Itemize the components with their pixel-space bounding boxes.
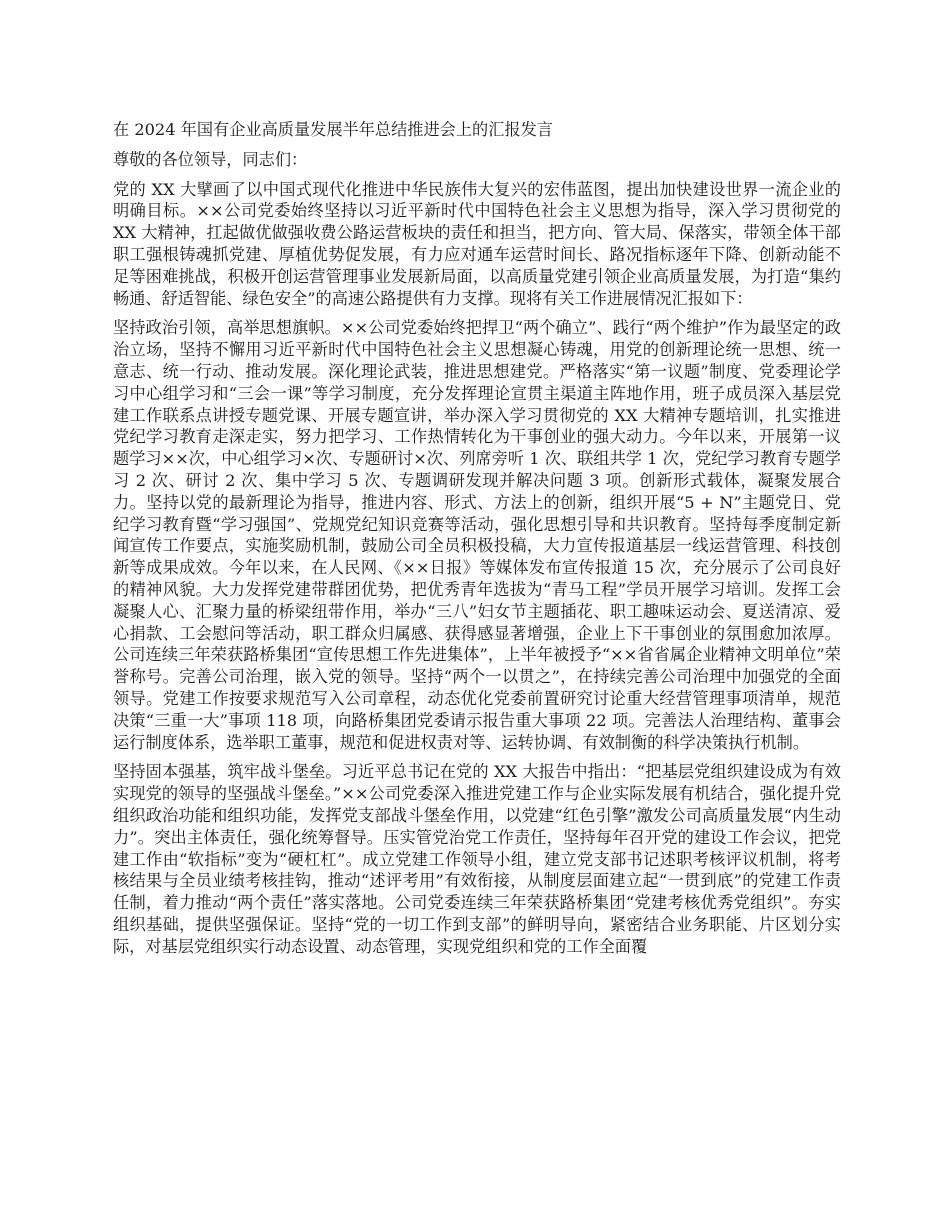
salutation: 尊敬的各位领导，同志们： bbox=[113, 149, 308, 169]
document-page bbox=[113, 119, 841, 965]
paragraph-political-leadership: 坚持政治引领，高举思想旗帜。××公司党委始终把捍卫“两个确立”、践行“两个维护”作为最坚定的政治立场，坚持不懈用习近平新时代中国特色社会主义思想凝心铸魂，用党的创新理论统一思想、统一意志、统一行动、推动发展。深化理论武装，推进思想建党。严格落实“第一议题”制度、党委理论学习中心组学习和“三会一课”等学习制度，充分发挥理论宣贯主渠道主阵地作用，班子成员深入基层党建工作联系点讲授专题党课、开展专题宣讲，举办深入学习贯彻党的 XX 大精神专题培训，扎实推进党纪学习教育走深走实，努力把学习、工作热情转化为干事创业的强大动力。今年以来，开展第一议题学习××次，中心组学习×次、专题研讨×次、列席旁听 1 次、联组共学 1 次，党纪学习教育专题学习 2 次、研讨 2 次、集中学习 5 次、专题调研发现并解决问题 3 项。创新形式载体，凝聚发展合力。坚持以党的最新理论为指导，推进内容、形式、方法上的创新，组织开展“5 + N”主题党日、党纪学习教育暨“学习强国”、党规党纪知识竞赛等活动，强化思想引导和共识教育。坚持每季度制定新闻宣传工作要点，实施奖励机制，鼓励公司全员积极投稿，大力宣传报道基层一线运营管理、科技创新等成果成效。今年以来，在人民网、《××日报》等媒体发布宣传报道 15 次，充分展示了公司良好的精神风貌。大力发挥党建带群团优势，把优秀青年选拔为“青马工程”学员开展学习培训。发挥工会凝聚人心、汇聚力量的桥梁纽带作用，举办“三八”妇女节主题插花、职工趣味运动会、夏送清凉、爱心捐款、工会慰问等活动，职工群众归属感、获得感显著增强，企业上下干事创业的氛围愈加浓厚。公司连续三年荣获路桥集团“宣传思想工作先进集体”，上半年被授予“××省省属企业精神文明单位”荣誉称号。完善公司治理，嵌入党的领导。坚持“两个一以贯之”，在持续完善公司治理中加强党的全面领导。党建工作按要求规范写入公司章程，动态优化党委前置研究讨论重大经营管理事项清单，规范决策“三重一大”事项 118 项，向路桥集团党委请示报告重大事项 22 项。完善法人治理结构、董事会运行制度体系，选举职工董事，规范和促进权责对等、运转协调、有效制衡的科学决策执行机制。 bbox=[113, 318, 841, 752]
paragraph-intro: 党的 XX 大擘画了以中国式现代化推进中华民族伟大复兴的宏伟蓝图，提出加快建设世界一流企业的明确目标。××公司党委始终坚持以习近平新时代中国特色社会主义思想为指导，深入学习贯彻党的 XX 大精神，扛起做优做强收费公路运营板块的责任和担当，把方向、管大局、保落实，带领全体干部职工强根铸魂抓党建、厚植优势促发展，有力应对通车运营时间长、路况指标逐年下降、创新动能不足等困难挑战，积极开创运营管理事业发展新局面，以高质量党建引领企业高质量发展，为打造“集约畅通、舒适智能、绿色安全”的高速公路提供有力支撑。现将有关工作进展情况汇报如下： bbox=[113, 179, 841, 308]
document-title: 在 2024 年国有企业高质量发展半年总结推进会上的汇报发言 bbox=[113, 120, 553, 139]
paragraph-strengthen-foundation: 坚持固本强基，筑牢战斗堡垒。习近平总书记在党的 XX 大报告中指出：“把基层党组织建设成为有效实现党的领导的坚强战斗堡垒。”××公司党委深入推进党建工作与企业实际发展有机结合，强化提升党组织政治功能和组织功能，发挥党支部战斗堡垒作用，以党建“红色引擎”激发公司高质量发展“内生动力”。突出主体责任，强化统筹督导。压实管党治党工作责任，坚持每年召开党的建设工作会议，把党建工作由“软指标”变为“硬杠杠”。成立党建工作领导小组，建立党支部书记述职考核评议机制，将考核结果与全员业绩考核挂钩，推动“述评考用”有效衔接，从制度层面建立起“一贯到底”的党建工作责任制，着力推动“两个责任”落实落地。公司党委连续三年荣获路桥集团“党建考核优秀党组织”。夯实组织基础，提供坚强保证。坚持“党的一切工作到支部”的鲜明导向，紧密结合业务职能、片区划分实际，对基层党组织实行动态设置、动态管理，实现党组织和党的工作全面覆 bbox=[113, 762, 841, 956]
